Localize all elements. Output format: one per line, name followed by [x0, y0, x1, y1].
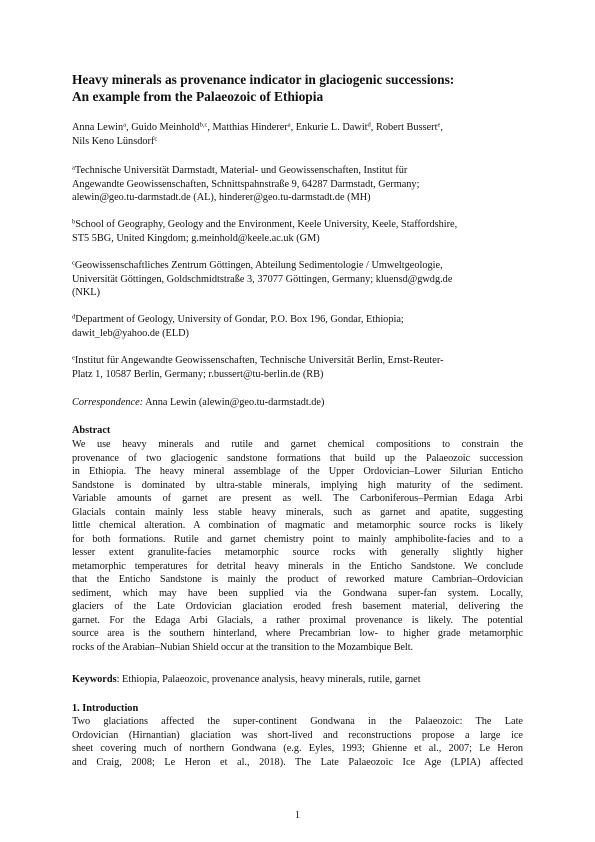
introduction-line: and Craig, 2008; Le Heron et al., 2018). The Late Palaeozoic Ice Age (LPIA) affected	[72, 756, 523, 768]
affiliation-mark: b	[72, 218, 76, 226]
section-heading-introduction: 1. Introduction	[72, 703, 139, 714]
abstract-line: metamorphic temperatures for detrital heavy minerals in the Enticho Sandstone. We conclude	[72, 560, 523, 572]
title-line: Heavy minerals as provenance indicator in glaciogenic successions:	[72, 72, 455, 87]
affiliation-d	[72, 313, 523, 340]
author-name: Anna Lewin	[72, 122, 124, 133]
correspondence	[72, 396, 523, 410]
abstract-body	[72, 438, 523, 654]
author-affiliation-mark: a	[123, 121, 127, 129]
affiliation-line: Technische Universität Darmstadt, Material- und Geowissenschaften, Institut für	[74, 165, 408, 176]
affiliation-line: dawit_leb@yahoo.de (ELD)	[72, 327, 189, 339]
introduction-line: Two glaciations affected the super-continent Gondwana in the Palaeozoic: The Late	[72, 716, 523, 727]
abstract-line: sediment, which may have been supplied via the Gondwana super-fan system. Locally,	[72, 587, 523, 599]
affiliation-mark: c	[72, 259, 75, 267]
introduction-line: sheet covering much of northern Gondwana (e.g. Eyles, 1993; Ghienne et al., 2007; Le Heron	[72, 743, 523, 754]
introduction-body	[72, 715, 523, 769]
abstract-heading: Abstract	[72, 425, 111, 436]
author-affiliation-mark: c	[154, 135, 158, 142]
abstract-line: in Ethiopia. The heavy mineral assemblage of the Upper Ordovician–Lower Silurian Enticho	[72, 466, 523, 477]
abstract-line: little chemical alteration. A combination of magmatic and metamorphic source rocks is likely	[72, 520, 523, 531]
affiliation-mark: a	[72, 164, 75, 172]
author-affiliation-mark: d	[367, 121, 371, 129]
abstract-line: We use heavy minerals and rutile and garnet chemical compositions to constrain the	[72, 439, 523, 450]
author-name: Enkurie L. Dawit	[295, 122, 368, 133]
affiliation-b	[72, 218, 523, 245]
affiliation-a	[72, 164, 523, 205]
affiliation-c	[72, 259, 523, 300]
abstract-line: garnet. For the Edaga Arbi Glacials, a rather proximal provenance is likely. The potential	[72, 614, 523, 626]
correspondence-text: Anna Lewin (alewin@geo.tu-darmstadt.de)	[143, 397, 325, 408]
affiliation-line: Universität Göttingen, Goldschmidtstraße 3, 37077 Göttingen, Germany; kluensd@gwdg.de	[72, 273, 453, 285]
affiliation-line: ST5 5BG, United Kingdom; g.meinhold@keele.ac.uk (GM)	[72, 232, 320, 244]
abstract-line: source area is the southern hinterland, where Precambrian low- to higher grade metamorphic	[72, 628, 523, 639]
affiliation-line: Platz 1, 10587 Berlin, Germany; r.bussert@tu-berlin.de (RB)	[72, 368, 324, 380]
keywords	[72, 673, 523, 687]
abstract-line: Variable amounts of garnet are present as well. The Carboniferous–Permian Edaga Arbi	[72, 493, 523, 504]
author-affiliation-mark: e	[437, 121, 441, 129]
abstract-line: Glacials contain mainly less stable heavy minerals, such as garnet and apatite, suggesting	[72, 506, 523, 518]
abstract-line: for both formations. Rutile and garnet chemistry point to mainly amphibolite-facies and to a	[72, 533, 523, 545]
author-affiliation-mark: b,c	[199, 121, 208, 129]
affiliation-line: alewin@geo.tu-darmstadt.de (AL), hinderer@geo.tu-darmstadt.de (MH)	[72, 192, 371, 203]
affiliation-e	[72, 354, 523, 381]
keywords-text: : Ethiopia, Palaeozoic, provenance analysis, heavy minerals, rutile, garnet	[116, 674, 421, 685]
affiliation-line: (NKL)	[72, 287, 101, 298]
title-line: An example from the Palaeozoic of Ethiopia	[72, 89, 324, 104]
abstract-line: that the Enticho Sandstone is mainly the product of reworked mature Cambrian–Ordovician	[72, 574, 523, 585]
author-name: Robert Bussert	[375, 122, 438, 133]
affiliation-line: Institut für Angewandte Geowissenschaften, Technische Universität Berlin, Ernst-Reuter-	[74, 355, 444, 366]
page-number: 1	[294, 810, 301, 821]
affiliation-mark: d	[72, 313, 76, 321]
author-list: Anna Lewin$^a$, Guido Meinhold$^{b,c}$, Matthias Hinderer$^a$, Enkurie L. Dawit$^d$, Robert Bussert$^e$, Nils Keno Lünsdorf$^c$	[72, 121, 443, 147]
affiliation-line: Department of Geology, University of Gondar, P.O. Box 196, Gondar, Ethiopia;	[75, 314, 404, 325]
affiliation-line: School of Geography, Geology and the Environment, Keele University, Keele, Staffordshire,	[75, 219, 458, 230]
affiliation-line: Angewandte Geowissenschaften, Schnittspahnstraße 9, 64287 Darmstadt, Germany;	[72, 178, 420, 190]
affiliation-line: Geowissenschaftliches Zentrum Göttingen, Abteilung Sedimentologie / Umweltgeologie,	[74, 260, 443, 271]
abstract-line: lesser extent granulite-facies metamorphic source rocks with generally slightly higher	[72, 547, 523, 558]
paper-title	[72, 71, 523, 105]
abstract-line: Sandstone is dominated by ultra-stable minerals, implying high maturity of the sediment.	[72, 479, 523, 491]
author-name: Matthias Hinderer	[212, 122, 288, 133]
introduction-line: Ordovician (Hirnantian) glaciation was short-lived and reconstructions propose a large ice	[72, 729, 523, 741]
abstract-line: provenance of two glaciogenic sandstone formations that build up the Palaeozoic succession	[72, 452, 523, 464]
author-affiliation-mark: a	[287, 121, 291, 129]
affiliation-mark: e	[72, 354, 75, 362]
abstract-line: glaciers of the Late Ordovician glaciation eroded fresh basement material, delivering the	[72, 601, 523, 612]
author-name: Guido Meinhold	[131, 122, 200, 133]
correspondence-label: Correspondence:	[72, 397, 144, 408]
author-name: Nils Keno Lünsdorf	[72, 135, 155, 147]
abstract-line: rocks of the Arabian–Nubian Shield occur at the transition to the Mozambique Belt.	[72, 641, 414, 653]
keywords-label: Keywords	[72, 674, 117, 685]
